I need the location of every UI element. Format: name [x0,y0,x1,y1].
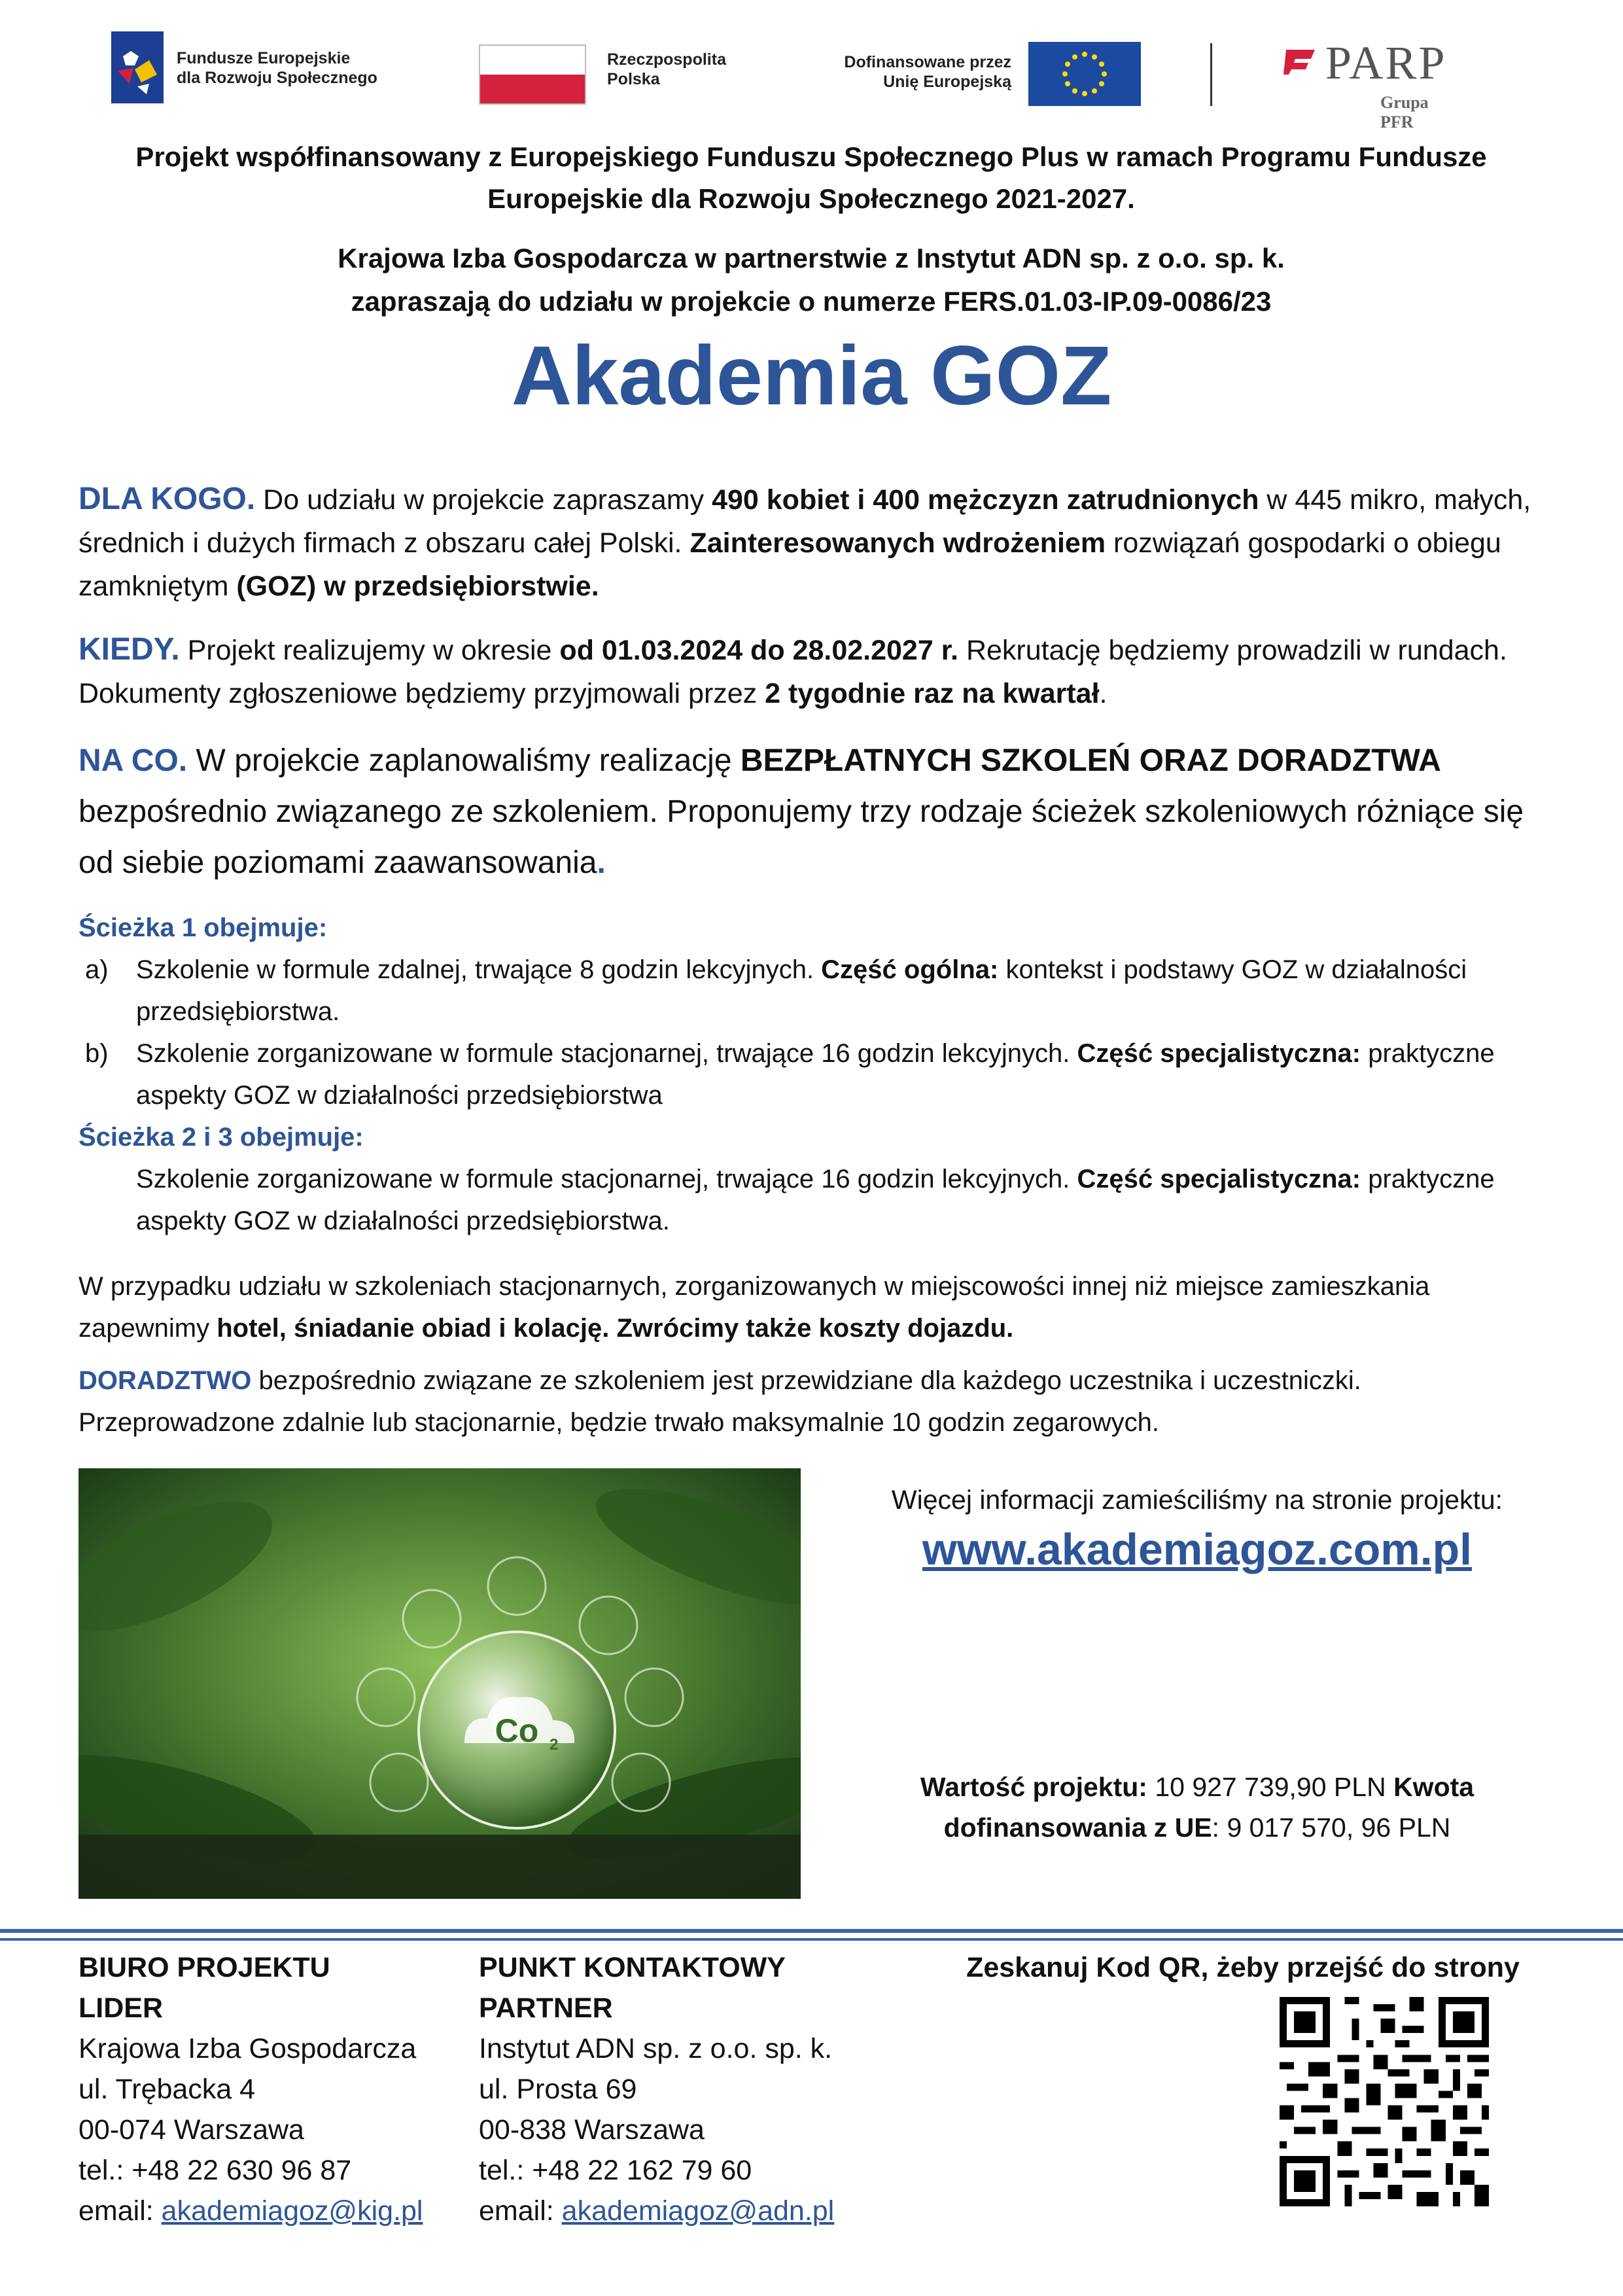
poland-text: Rzeczpospolita Polska [607,50,726,88]
lead-kiedy: KIEDY. [79,632,180,667]
bold-text: 2 tygodnie raz na kwartał [765,678,1100,709]
leader-subheading: LIDER [79,1992,163,2024]
section-dla-kogo [79,478,1550,608]
leader-street: ul. Trębacka 4 [79,2074,256,2105]
leader-city: 00-074 Warszawa [79,2114,304,2146]
more-info-text: Więcej informacji zamieściliśmy na stronie projektu: [891,1485,1503,1515]
partner-email-line [479,2191,898,2231]
parp-wordmark: PARP [1325,37,1447,89]
bold-text: Część specjalistyczna: [1077,1165,1361,1193]
parp-subtitle: Grupa PFR [1380,93,1429,132]
bold-text: hotel, śniadanie obiad i kolację. Zwrócimy także koszty dojazdu. [217,1314,1014,1343]
text: Do udziału w projekcie zapraszamy [255,484,712,516]
footer-leader [79,1947,471,2231]
value-amount: 10 927 739,90 PLN [1147,1772,1394,1802]
qr-caption: Zeskanuj Kod QR, żeby przejść do strony [966,1952,1520,1983]
qr-code-icon[interactable] [1280,1997,1489,2206]
logo-bar [111,26,1518,132]
bold-text: Część specjalistyczna: [1077,1039,1361,1068]
section-path-1 [79,907,1550,1116]
leader-name: Krajowa Izba Gospodarcza [79,2033,417,2064]
website-url[interactable]: www.akademiagoz.com.pl [922,1525,1473,1574]
path-1-heading: Ścieżka 1 obejmuje: [79,913,328,942]
eu-text: Dofinansowane przez Unię Europejską [844,53,1011,91]
partner-email-link[interactable]: akademiagoz@adn.pl [561,2195,835,2227]
text: W projekcie zaplanowaliśmy realizację [187,743,741,778]
eu-flag-icon [1028,42,1141,106]
logo-separator [1210,43,1212,106]
leader-heading: BIURO PROJEKTU [79,1952,330,1983]
partner-city: 00-838 Warszawa [479,2114,705,2146]
co2-subscript: 2 [550,1736,559,1754]
list-marker: b) [85,1039,109,1068]
parp-mark-icon [1282,46,1319,77]
intro-partnership: Krajowa Izba Gospodarcza w partnerstwie z Instytut ADN sp. z o.o. sp. k. zapraszają do udziału w projekcie o numerze FERS.01.03-IP.09-0086/23 [338,243,1285,317]
eco-photo [79,1468,801,1899]
list-item [79,1033,1550,1116]
path-2-3-description [79,1158,1550,1242]
section-kiedy [79,628,1550,715]
text: praktyczne aspekty GOZ w działalności przedsiębiorstwa [136,1039,1495,1110]
email-label: email: [479,2195,562,2227]
fundusze-europejskie-logo-icon [111,31,164,103]
list-item [79,949,1550,1033]
website-link[interactable] [824,1522,1570,1577]
lead-na-co: NA CO. [79,743,188,778]
footer-partner [479,1947,898,2231]
section-accommodation [79,1265,1518,1349]
project-value [824,1767,1570,1848]
bold-text: od 01.03.2024 do 28.02.2027 r. [559,635,959,666]
text: w 445 mikro, małych, średnich i dużych firmach z obszaru całej Polski. [79,484,1531,559]
poland-flag-icon [479,44,586,105]
partner-street: ul. Prosta 69 [479,2074,637,2105]
text: Szkolenie zorganizowane w formule stacjonarnej, trwające 16 godzin lekcyjnych. [136,1039,1077,1068]
lead-doradztwo: DORADZTWO [79,1366,252,1395]
footer-divider [0,1929,1623,1933]
text: W przypadku udziału w szkoleniach stacjonarnych, zorganizowanych w miejscowości innej niż miejsce zamieszkania zapewnimy [79,1272,1430,1343]
bold-text: Część ogólna: [821,955,999,984]
partner-heading: PUNKT KONTAKTOWY [479,1952,786,1983]
email-label: email: [79,2195,162,2227]
co2-bubble-image [79,1468,801,1899]
bold-text: 490 kobiet i 400 mężczyzn zatrudnionych [712,484,1259,516]
footer-divider [0,1938,1623,1941]
section-doradztwo [79,1360,1544,1443]
section-na-co [79,735,1550,889]
leader-email-link[interactable]: akademiagoz@kig.pl [161,2195,423,2227]
text: Projekt realizujemy w okresie [179,635,560,666]
text: rozwiązań gospodarki o obiegu zamkniętym [79,527,1501,602]
partner-phone: tel.: +48 22 162 79 60 [479,2155,752,2186]
bold-text: BEZPŁATNYCH SZKOLEŃ ORAZ DORADZTWA [740,743,1441,778]
bold-text: Zainteresowanych wdrożeniem [689,527,1106,559]
leader-email-line [79,2191,471,2231]
co2-label: Co [495,1712,539,1749]
lead-dla-kogo: DLA KOGO. [79,482,256,516]
bold-text: (GOZ) w przedsiębiorstwie. [236,571,599,602]
text: Szkolenie zorganizowane w formule stacjonarnej, trwające 16 godzin lekcyjnych. [136,1165,1077,1193]
text: kontekst i podstawy GOZ w działalności przedsiębiorstwa. [136,955,1467,1026]
page-title: Akademia GOZ [511,329,1112,423]
partner-name: Instytut ADN sp. z o.o. sp. k. [479,2033,833,2064]
text: bezpośrednio związanego ze szkoleniem. Proponujemy trzy rodzaje ścieżek szkoleniowych różniące się od siebie poziomami zaawansowania [79,794,1524,880]
text: Rekrutację będziemy prowadzili w rundach. Dokumenty zgłoszeniowe będziemy przyjmowali przez [79,635,1507,709]
text: praktyczne aspekty GOZ w działalności przedsiębiorstwa. [136,1165,1495,1235]
cofinancing-label: Kwota dofinansowania z UE [943,1772,1475,1843]
text: Szkolenie w formule zdalnej, trwające 8 godzin lekcyjnych. [136,955,822,984]
leader-phone: tel.: +48 22 630 96 87 [79,2155,352,2186]
blue-period: . [597,845,606,880]
fe-logo-text: Fundusze Europejskie dla Rozwoju Społecznego [177,49,377,87]
section-path-2-3 [79,1116,1550,1242]
partner-subheading: PARTNER [479,1992,613,2024]
text: . [1099,678,1108,709]
text: bezpośrednio związane ze szkoleniem jest przewidziane dla każdego uczestnika i uczestniczki. Przeprowadzone zdalnie lub stacjonarnie, będzie trwało maksymalnie 10 godzin zegarowych. [79,1366,1361,1437]
cofinancing-amount: : 9 017 570, 96 PLN [1212,1812,1451,1843]
value-label: Wartość projektu: [920,1772,1147,1802]
path-2-3-heading: Ścieżka 2 i 3 obejmuje: [79,1123,364,1152]
list-marker: a) [85,955,109,984]
intro-cofinancing: Projekt współfinansowany z Europejskiego Funduszu Społecznego Plus w ramach Programu Fundusze Europejskie dla Rozwoju Społecznego 2021-2027. [135,141,1487,214]
